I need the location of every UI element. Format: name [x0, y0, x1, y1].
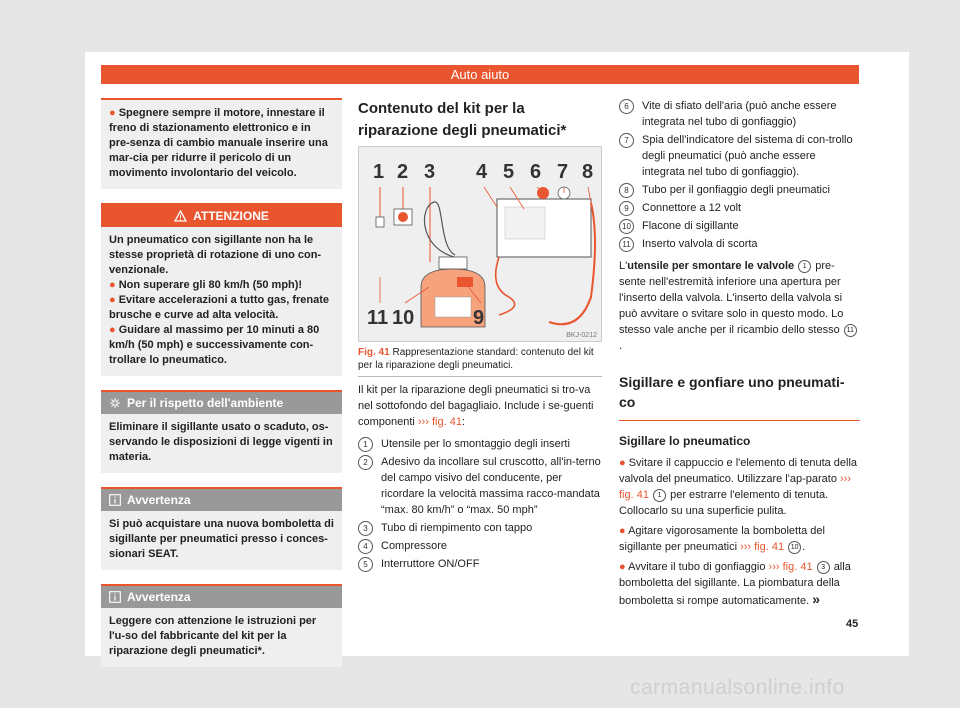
figure-caption	[358, 346, 602, 377]
figure-reference-link[interactable]: ››› fig. 41	[619, 473, 851, 501]
list-item: 5 Interruttore ON/OFF	[358, 556, 602, 572]
figure-code: BKJ-0212	[566, 332, 597, 339]
figure-callout-number: 10	[392, 307, 415, 329]
environment-title: Per il rispetto dell'ambiente	[127, 396, 284, 410]
warning-header	[101, 205, 342, 227]
right-column	[619, 98, 860, 609]
warning-icon	[174, 210, 187, 222]
figure-kit-illustration	[358, 146, 602, 342]
figure-callout-number: 8	[582, 161, 594, 183]
info-icon	[109, 591, 121, 603]
warning-intro: Un pneumatico con sigillante non ha le stesse proprietà di rotazione di uno con-venzionale.	[109, 234, 322, 276]
figure-callout-number: 4	[476, 161, 488, 183]
list-item: 10 Flacone di sigillante	[619, 218, 860, 234]
warning-title: ATTENZIONE	[193, 209, 269, 223]
list-item: 1 Utensile per lo smontaggio degli inserti	[358, 436, 602, 452]
note-box	[101, 487, 342, 570]
valve-tool-paragraph: L'utensile per smontare le valvole 1 pre-sente nell'estremità inferiore una apertura per l'inserto della valvola. L'inserto della valvola si può avvitare o svitare solo in questo modo. Lo stesso vale anche per il ricambio dello stesso 11.	[619, 258, 860, 354]
warning-item: ● Non superare gli 80 km/h (50 mph)!	[109, 279, 303, 291]
note-text: Si può acquistare una nuova bomboletta di sigillante per pneumatici presso i conces-sionari SEAT.	[109, 518, 334, 560]
list-item: 2 Adesivo da incollare sul cruscotto, all'in-terno del campo visivo del conducente, per ricordare la velocità massima racco-mandata “max. 80 km/h” o “max. 50 mph”	[358, 454, 602, 518]
intro-box	[101, 98, 342, 189]
intro-paragraph: Il kit per la riparazione degli pneumatici si tro-va nel sottofondo del bagagliaio. Include i se-guenti componenti	[358, 384, 594, 428]
subsection-title: Sigillare lo pneumatico	[619, 434, 751, 448]
list-item: 11 Inserto valvola di scorta	[619, 236, 860, 252]
step-paragraph: ● Agitare vigorosamente la bomboletta del sigillante per pneumatici ››› fig. 41 10 .	[619, 525, 825, 553]
figure-callout-number: 11	[367, 307, 389, 329]
note-text: Leggere con attenzione le istruzioni per l'u-so del fabbricante del kit per la riparazione degli pneumatici*.	[109, 615, 317, 657]
list-item: 9 Connettore a 12 volt	[619, 200, 860, 216]
note-title: Avvertenza	[127, 590, 191, 604]
watermark: carmanualsonline.info	[630, 676, 845, 699]
figure-callout-number: 9	[473, 307, 485, 329]
figure-reference-link[interactable]: ››› fig. 41	[417, 416, 462, 428]
figure-callout-number: 5	[503, 161, 515, 183]
bullet-icon: ●	[109, 107, 119, 119]
component-list-section: Il kit per la riparazione degli pneumatici si tro-va nel sottofondo del bagagliaio. Include i se-guenti componenti ››› fig. 41: 1 Utensile per lo smontaggio degli inserti 2 Adesivo da incollare sul cruscotto, all'in-terno del campo visivo del conducente, per ricordare la velocità massima racco-mandata “max. 80 km/h” o “max. 50 mph” 3 Tubo di riempimento con tappo 4 Compressore 5 Interruttore ON/OFF	[358, 384, 601, 570]
left-column	[101, 98, 342, 667]
continue-arrow-icon: »	[812, 591, 821, 607]
list-item: 8 Tubo per il gonfiaggio degli pneumatici	[619, 182, 860, 198]
warning-box	[101, 203, 342, 376]
figure-caption-text: Rappresentazione standard: contenuto del kit per la riparazione degli pneumatici.	[358, 347, 594, 371]
leaf-icon	[109, 397, 121, 409]
figure-callout-number: 1	[373, 161, 385, 183]
figure-callout-number: 7	[557, 161, 569, 183]
figure-callout-number: 3	[424, 161, 436, 183]
middle-column	[358, 98, 602, 151]
section-header: Auto aiuto	[101, 65, 859, 84]
list-item: 7 Spia dell'indicatore del sistema di con-trollo degli pneumatici (può anche essere integrata nel tubo di gonfiaggio).	[619, 132, 860, 180]
step-paragraph: ● Avvitare il tubo di gonfiaggio ››› fig. 41 3 alla bomboletta del sigillante. La piombatura della bomboletta si rompe automaticamente. »	[619, 561, 851, 607]
figure-label: Fig. 41	[358, 347, 390, 358]
info-icon	[109, 494, 121, 506]
environment-box	[101, 390, 342, 473]
warning-item: ● Evitare accelerazioni a tutto gas, frenate brusche e curve ad alta velocità.	[109, 294, 330, 321]
step-paragraph: ● Svitare il cappuccio e l'elemento di tenuta della valvola del pneumatico. Utilizzare l'ap-parato ››› fig. 41 1 per estrarre l'elemento di tenuta. Collocarlo su una superficie pulita.	[619, 457, 858, 517]
list-item: 4 Compressore	[358, 538, 602, 554]
note-title: Avvertenza	[127, 493, 191, 507]
section-title: Sigillare e gonfiare uno pneumati-co	[619, 372, 860, 421]
figure-callout-number: 6	[530, 161, 542, 183]
warning-item: ● Guidare al massimo per 10 minuti a 80 km/h (50 mph) e successivamente con-trollare lo pneumatico.	[109, 324, 320, 366]
figure-reference-link[interactable]: ››› fig. 41	[768, 561, 813, 573]
list-item: 6 Vite di sfiato dell'aria (può anche essere integrata nel tubo di gonfiaggio)	[619, 98, 860, 130]
page-number: 45	[846, 618, 859, 630]
note-box	[101, 584, 342, 667]
list-item: 3 Tubo di riempimento con tappo	[358, 520, 602, 536]
environment-text: Eliminare il sigillante usato o scaduto, os-servando le disposizioni di legge vigenti in materia.	[109, 421, 333, 463]
figure-reference-link[interactable]: ››› fig. 41	[740, 541, 785, 553]
section-title: Contenuto del kit per la riparazione degli pneumatici*	[358, 98, 602, 151]
intro-text: Spegnere sempre il motore, innestare il freno di stazionamento elettronico e in pre-senza di cambio manuale inserire una mar-cia per ridurre il pericolo di un movimento involontario del veicolo.	[109, 107, 328, 179]
figure-callout-number: 2	[397, 161, 409, 183]
